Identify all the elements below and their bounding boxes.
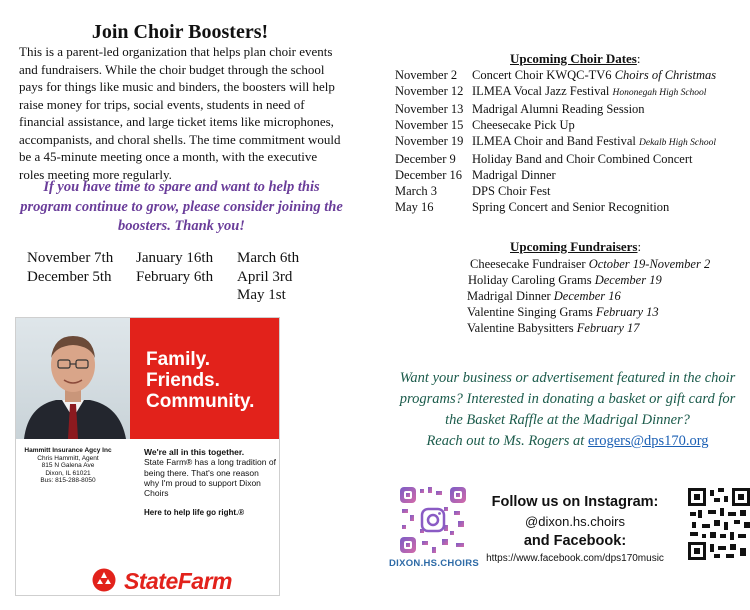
instagram-handle: @dixon.hs.choirs <box>525 514 625 529</box>
date-row: December 9 Holiday Band and Choir Combined Concert <box>395 152 693 166</box>
meeting-dates-col3 <box>237 249 299 305</box>
facebook-heading: and Facebook: <box>523 533 627 549</box>
fundraiser-item: Holiday Caroling Grams December 19 <box>468 273 662 287</box>
date-row: March 3 DPS Choir Fest <box>395 184 551 198</box>
instagram-qr-code-icon <box>398 485 468 555</box>
meeting-date: November 7th <box>27 250 114 266</box>
fundraiser-item: Valentine Singing Grams February 13 <box>467 305 659 319</box>
intro-paragraph: This is a parent-led organization that helps plan choir events and fundraisers. While the choir budget through the school pays for things like music and binders, the boosters will help raise money for trips, social events, students in need of financial assistance, and large ticket items like microphones, accompanists, and choral shells. The time commitment would be a 45-minute meeting once a month, with the executive roles meeting more regularly. <box>19 44 341 182</box>
instagram-heading: Follow us on Instagram: <box>491 494 659 510</box>
meeting-dates-col1 <box>27 249 113 286</box>
agent-photo <box>16 318 130 439</box>
meeting-date: April 3rd <box>237 268 293 285</box>
social-links <box>470 492 680 567</box>
meeting-date: March 6th <box>237 250 300 266</box>
fundraisers-heading: Upcoming Fundraisers: <box>510 239 642 254</box>
meeting-date: February 6th <box>136 268 214 285</box>
date-row: November 12 ILMEA Vocal Jazz Festival Hononegah High School <box>395 84 707 98</box>
date-row: November 19 ILMEA Choir and Band Festival Dekalb High School <box>395 134 717 148</box>
date-row: November 15 Cheesecake Pick Up <box>395 118 575 132</box>
date-row: November 2 Concert Choir KWQC-TV6 Choirs of Christmas <box>395 68 717 82</box>
date-row: November 13 Madrigal Alumni Reading Session <box>395 102 645 116</box>
ad-headline: We're all in this together. <box>144 447 245 457</box>
sponsor-pitch: Want your business or advertisement featured in the choir programs? Interested in donating a basket or gift card for the Basket Raffle at the Madrigal Dinner? Reach out to Ms. Rogers at erogers@dps170.org <box>399 370 736 449</box>
meeting-date: May 1st <box>237 287 286 303</box>
facebook-url[interactable]: https://www.facebook.com/dps170music <box>486 553 664 564</box>
choir-dates-list <box>395 67 716 215</box>
email-link[interactable]: erogers@dps170.org <box>587 433 709 449</box>
page-title: Join Choir Boosters! <box>91 21 269 43</box>
fundraiser-item: Cheesecake Fundraiser October 19-November 2 <box>470 257 711 271</box>
fundraiser-item: Madrigal Dinner December 16 <box>467 289 621 303</box>
instagram-handle-label: DIXON.HS.CHOIRS <box>389 558 480 569</box>
ad-slogan: Here to help life go right.® <box>144 508 245 517</box>
sponsor-ad <box>15 317 280 596</box>
ad-tagline: Family. Friends. Community. <box>146 349 255 412</box>
agent-info: Hammitt Insurance Agcy Inc Chris Hammitt, Agent 815 N Galena Ave Dixon, IL 61021 Bus: 815-288-8050 <box>24 447 112 485</box>
date-row: December 16 Madrigal Dinner <box>395 168 556 182</box>
date-row: May 16 Spring Concert and Senior Recognition <box>395 200 670 214</box>
ad-body: State Farm® has a long tradition of being there. That's one reason why I'm proud to support Dixon Choirs <box>144 457 276 499</box>
statefarm-wordmark: StateFarm <box>124 568 232 594</box>
meeting-date: January 16th <box>136 250 214 266</box>
facebook-qr-code-icon <box>688 488 750 560</box>
fundraiser-item: Valentine Babysitters February 17 <box>467 321 640 335</box>
ad-copy <box>144 447 276 498</box>
dates-heading: Upcoming Choir Dates: <box>510 51 641 66</box>
callout-text: If you have time to spare and want to help this program continue to grow, please consider joining the boosters. Thank you! <box>20 179 343 234</box>
meeting-date: December 5th <box>27 268 112 285</box>
meeting-dates-col2 <box>136 249 213 286</box>
